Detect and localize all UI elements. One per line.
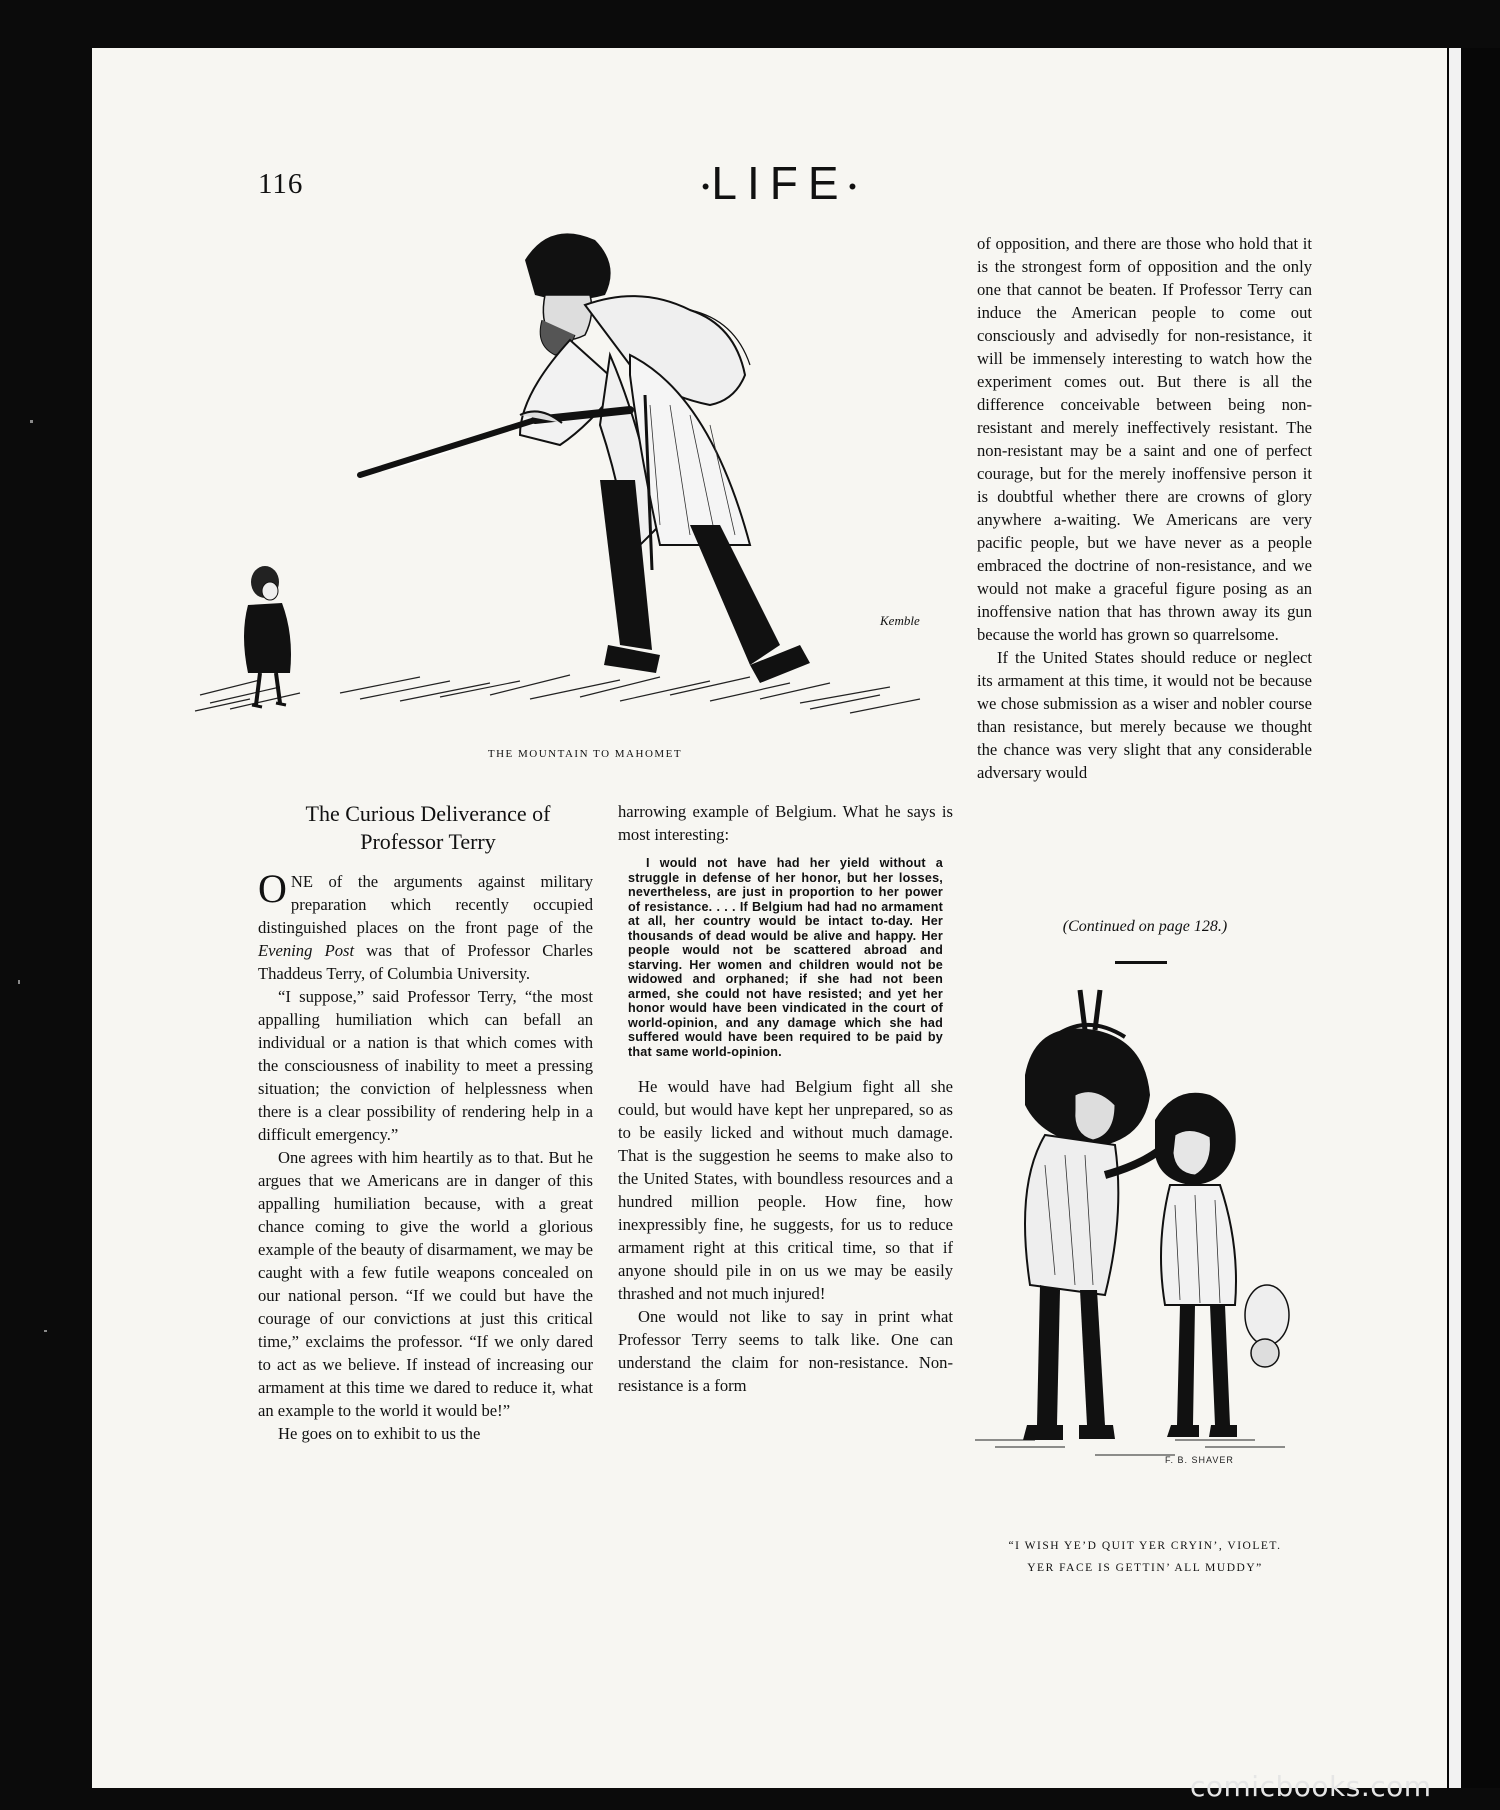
article-column-3 bbox=[977, 232, 1312, 784]
article-paragraph: of opposition, and there are those who hold that it is the strongest form of opposition and the only one that cannot be beaten. If Professor Terry can induce the American people to come out consciously and advisedly for non-resistance, it will be immensely interesting to watch how the experiment comes out. But there is all the difference conceivable between being non-resistant and merely ineffectively resistant. The non-resistant may be a saint and one of perfect courage, but for the merely inoffensive person it is doubtful whether there are crowns of glory anywhere a-waiting. We Americans are very pacific people, but we have never as a people embraced the doctrine of non-resistance, and we would not make a graceful figure posing as an inoffensive nation that has thrown away its gun because the world has grown so quarrelsome. bbox=[977, 234, 1312, 644]
cartoon-two-children bbox=[975, 985, 1315, 1530]
article-headline bbox=[258, 800, 598, 856]
site-watermark: comicbooks.com bbox=[1190, 1770, 1432, 1803]
headline-line: The Curious Deliverance of bbox=[305, 801, 551, 826]
article-paragraph: One would not like to say in print what Professor Terry seems to talk like. One can understand the claim for non-resistance. Non-resistance is a form bbox=[618, 1307, 953, 1395]
paragraph-italic: Evening Post bbox=[258, 941, 355, 960]
article-paragraph: “I suppose,” said Professor Terry, “the most appalling humiliation which can befall an individual or a nation is that which comes with the consciousness of inability to meet a pressing situation; the conviction of helplessness when there is a clear possibility of rendering help in a difficult emergency.” bbox=[258, 987, 593, 1144]
article-paragraph: One agrees with him heartily as to that. But he argues that we Americans are in danger of this appalling humiliation because, with a great chance coming to give the world a glorious example of the beauty of disarmament, we may be caught with a few futile weapons concealed on our national person. “If we could but have the courage of our convictions at just this critical time,” exclaims the professor. “If we only dared to act as we believe. If instead of increasing our armament at this time we dared to reduce it, what an example to the world it would be!” bbox=[258, 1148, 593, 1420]
masthead-title: LIFE bbox=[711, 157, 849, 209]
quote-text: I would not have had her yield without a struggle in defense of her honor, but her losses, nevertheless, are just in proportion to her power of resistance. . . . If Belgium had had no armament at all, her country would be intact to-day. Her thousands of dead would be alive and happy. Her people would not be scattered abroad and starving. Her women and children would not be widowed and orphaned; if she had not been armed, she could not have resisted; and yet her honor would have been vindicated in the court of world-opinion, and any damage which she had suffered would have been required to be paid by that same world-opinion. bbox=[628, 856, 943, 1059]
article-paragraph: He goes on to exhibit to us the bbox=[278, 1424, 481, 1443]
article-column-1 bbox=[258, 866, 593, 1445]
crying-girl-figure bbox=[1155, 1093, 1289, 1437]
page-edge-strip bbox=[1449, 48, 1461, 1788]
cartoon-signature: F. B. SHAVER bbox=[1165, 1455, 1234, 1465]
small-child-figure bbox=[244, 566, 291, 707]
headline-line: Professor Terry bbox=[360, 829, 496, 854]
paragraph-text: NE of the arguments against military preparation which recently occupied distinguished places on the front page of the bbox=[258, 872, 593, 937]
ground-hatching bbox=[975, 1440, 1285, 1455]
cartoon-caption bbox=[960, 1535, 1330, 1579]
masthead: •LIFE• bbox=[701, 157, 859, 209]
scan-speck bbox=[44, 1330, 47, 1332]
cartoon-mountain-to-mahomet bbox=[190, 225, 960, 735]
block-quote bbox=[618, 856, 953, 1059]
older-girl-figure bbox=[1023, 990, 1160, 1440]
scan-speck bbox=[30, 420, 33, 423]
article-column-2 bbox=[618, 800, 953, 1397]
article-paragraph: If the United States should reduce or neglect its armament at this time, it would not be because we chose submission as a wiser and nobler course than resistance, but merely because we thought the chance was very slight that any considerable adversary would bbox=[977, 648, 1312, 782]
facing-page-edge bbox=[1447, 48, 1500, 1788]
page-number: 116 bbox=[258, 168, 304, 200]
drop-cap: O bbox=[258, 866, 287, 911]
soldier-figure bbox=[360, 233, 810, 683]
article-paragraph bbox=[258, 866, 593, 985]
cartoon-signature: Kemble bbox=[880, 613, 920, 628]
article-paragraph: He would have had Belgium fight all she could, but would have kept her unprepared, so as to be easily licked and without much damage. That is the suggestion he seems to make also to the United States, with boundless resources and a hundred million people. How fine, how inexpressibly fine, he suggests, for us to reduce armament right at this critical time, so that if anyone should pile in on us we may be easily thrashed and not much injured! bbox=[618, 1077, 953, 1303]
caption-line: “I WISH YE’D QUIT YER CRYIN’, VIOLET. bbox=[1008, 1540, 1282, 1552]
paragraph-text: was that of Professor Charles Thaddeus Terry, of Columbia University. bbox=[258, 941, 593, 983]
continued-note: (Continued on page 128.) bbox=[1062, 918, 1228, 935]
caption-line: YER FACE IS GETTIN’ ALL MUDDY” bbox=[1027, 1562, 1263, 1574]
section-divider bbox=[1115, 961, 1167, 964]
ground-hatching bbox=[195, 675, 920, 713]
cartoon-caption: THE MOUNTAIN TO MAHOMET bbox=[487, 748, 683, 760]
scan-speck bbox=[18, 980, 20, 984]
article-paragraph: harrowing example of Belgium. What he says is most interesting: bbox=[618, 802, 953, 844]
